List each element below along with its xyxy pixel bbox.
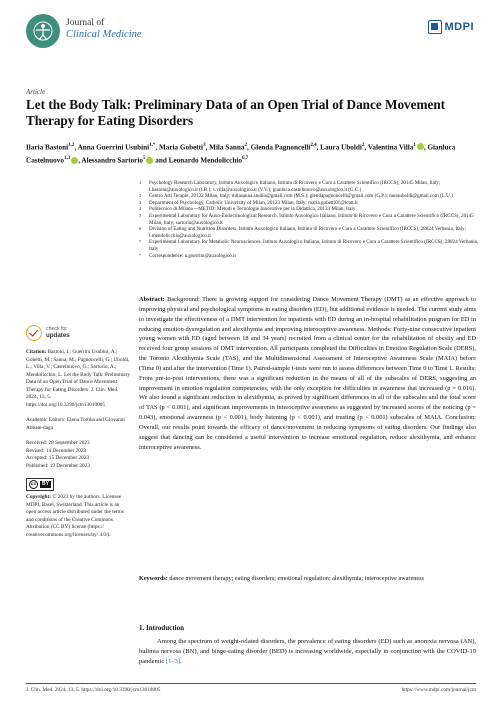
affiliation-number: 6 bbox=[139, 226, 142, 232]
affiliation-number: * bbox=[139, 252, 142, 258]
check-updates-line1: check for bbox=[46, 326, 68, 333]
affiliation-text: Experimental Laboratory for Auxo-Endocrinological Research, Istituto Auxologico Italiano, Istituto di Ricovero e Cura a Carattere Scientifico (IRCCS), 20145 Milan, Italy; sartorio@auxologico.it bbox=[149, 212, 474, 226]
author-separator: , bbox=[364, 143, 368, 152]
author-separator: , bbox=[205, 143, 210, 152]
author-name[interactable]: Alessandro Sartorio bbox=[81, 156, 143, 165]
author-affiliation-marker: 1,* bbox=[149, 143, 156, 148]
affiliation-item bbox=[139, 239, 479, 252]
footer-citation[interactable]: J. Clin. Med. 2024, 13, 5. https://doi.org/10.3390/jcm13010005 bbox=[26, 687, 161, 693]
author-separator: , bbox=[247, 143, 251, 152]
orcid-icon[interactable] bbox=[417, 143, 424, 150]
affiliation-number: 1 bbox=[139, 180, 142, 185]
editors-text: Elena Tomba and Giovanni Abbate-daga bbox=[26, 417, 125, 431]
author-affiliation-marker: 2 bbox=[244, 143, 248, 148]
publisher-logo[interactable] bbox=[428, 20, 475, 34]
author-separator: , bbox=[78, 156, 82, 165]
article-sidebar bbox=[26, 325, 130, 547]
publisher-name: MDPI bbox=[444, 21, 474, 33]
affiliation-number: 5 bbox=[139, 212, 142, 218]
journal-logo bbox=[26, 14, 60, 48]
journal-name[interactable] bbox=[66, 18, 142, 40]
introduction-paragraph bbox=[139, 637, 476, 667]
author-name[interactable]: Mila Sanna bbox=[209, 143, 245, 152]
affiliation-item bbox=[139, 206, 479, 213]
date-accepted: Accepted: 15 December 2023 bbox=[26, 455, 90, 461]
page-header bbox=[26, 14, 474, 64]
editors-label: Academic Editors: bbox=[26, 417, 66, 423]
keywords-label: Keywords: bbox=[139, 575, 168, 582]
affiliation-item bbox=[139, 226, 479, 239]
abstract-text: Background: There is growing support for considering Dance Movement Therapy (DMT) as an effective approach to improving physical and psychological symptoms in eating disorders (ED), but additional evidence is needed. The current study aims to investigate the effectiveness of a DMT intervention for inpatients with ED during an in-hospital rehabilitation program for ED in reducing emotion dysregulation and alexithymia and improving interoceptive awareness. Methods: Forty-nine consecutive inpatient young women with ED (aged between 18 and 34 years) recruited from a clinical center for the rehabilitation of obesity and ED received four group sessions of DMT intervention. All participants completed the Difficulties in Emotion Regulation Scale (DERS), the Toronto Alexithymia Scale (TAS), and the Multidimensional Assessment of Interoceptive Awareness Scale (MAIA) before (Time 0) and after the intervention (Time 1). Paired-sample t-tests were run to assess differences between Time 0 to Time 1. Results: From pre-to-post interventions, there was a significant reduction in the means of all of the subscales of DERS, suggesting an improvement in emotion regulation competencies, with the only exception for difficulties in awareness that increased (p = 0.016). We also found a significant reduction in alexithymia, as proved by significant differences in all of the subscales and the total score of TAS (p < 0.001), and significant improvements in interoceptive awareness as suggested by increased scores of the noticing (p = 0.043), emotional awareness (p < 0.001), body listening (p < 0.001), and trusting (p < 0.001) subscales of MAIA. Conclusion: Overall, our results point towards the efficacy of dance/movement in reducing symptoms of eating disorders. Our findings also suggest that dancing can be considered a useful intervention to increase emotional regulation, reduce alexithymia, and enhance interoceptive awareness. bbox=[139, 296, 476, 451]
check-updates-label bbox=[46, 327, 70, 339]
copyright-label: Copyright: bbox=[26, 494, 52, 500]
affiliation-item bbox=[139, 213, 479, 226]
footer-journal-url[interactable]: https://www.mdpi.com/journal/jcm bbox=[401, 687, 476, 693]
cc-by-label: BY bbox=[42, 480, 49, 487]
citation-text[interactable]: Bastoni, I.; Guerrini Usubini, A.; Gobetti, M.; Sanna, M.; Pagnoncelli, G.; Uboldi, L.; Villa, V.; Castelnuovo, G.; Sartorio, A.; Mendolicchio, L. Let the Body Talk: Preliminary Data of an Open Trial of Dance Movement Therapy for Eating Disorders. J. Clin. Med. 2024, 13, 5. https://doi.org/10.3390/jcm13010005 bbox=[26, 349, 130, 408]
introduction-text-end: . bbox=[180, 658, 182, 665]
affiliation-number: 4 bbox=[139, 206, 142, 212]
author-affiliation-marker: 5 bbox=[142, 156, 146, 162]
keywords bbox=[139, 574, 476, 584]
date-received: Received: 28 September 2023 bbox=[26, 440, 90, 446]
author-name[interactable]: Anna Guerrini Usubini bbox=[77, 143, 150, 152]
cc-by-license-badge[interactable] bbox=[26, 478, 54, 491]
vitruvian-figure-icon bbox=[32, 20, 54, 42]
journal-name-line1: Journal of bbox=[66, 18, 105, 28]
affiliation-text: Department of Psychology, Catholic University of Milan, 20123 Milan, Italy; maria.gobetti01@icatt.it bbox=[149, 199, 358, 206]
article-title: Let the Body Talk: Preliminary Data of an Open Trial of Dance Movement Therapy for Eating Disorders bbox=[26, 97, 446, 128]
affiliation-item bbox=[139, 200, 479, 207]
affiliation-text: Correspondence: a.guerrini@auxologico.it bbox=[149, 252, 236, 259]
abstract bbox=[139, 295, 476, 453]
abstract-label: Abstract: bbox=[139, 296, 165, 303]
author-name[interactable]: Ilaria Bastoni bbox=[26, 143, 69, 152]
affiliation-number: 3 bbox=[139, 199, 142, 205]
author-affiliation-marker: 1 bbox=[413, 143, 416, 148]
journal-name-line2: Clinical Medicine bbox=[66, 29, 142, 40]
author-name[interactable]: Laura Uboldi bbox=[320, 143, 362, 152]
affiliation-item bbox=[139, 180, 479, 193]
check-updates-icon bbox=[26, 325, 42, 341]
introduction-text: Among the spectrum of weight-related disorders, the prevalence of eating disorders (ED) such as anorexia nervosa (AN), bulimia nervosa (BN), and binge-eating disorder (BED) is increasing worldwide, especially in conjunction with the COVID-19 pandemic bbox=[139, 638, 476, 665]
affiliation-item bbox=[139, 193, 479, 200]
cc-icon: cc bbox=[30, 482, 37, 487]
affiliation-number: 7 bbox=[139, 239, 142, 245]
date-published: Published: 19 December 2023 bbox=[26, 462, 90, 469]
check-for-updates-button[interactable] bbox=[26, 325, 130, 341]
affiliation-text: Experimental Laboratory for Metabolic Neurosciences, Istituto Auxologico Italiano, Istituto di Ricovero e Cura a Carattere Scientifico (IRCCS), 28824 Verbania, Italy bbox=[149, 239, 479, 252]
keywords-text: dance movement therapy; eating disorders; emotional regulation; alexithymia; interoceptive awareness bbox=[169, 575, 424, 582]
author-affiliation-marker: 3 bbox=[203, 143, 206, 148]
author-separator: , bbox=[74, 143, 78, 152]
author-name[interactable]: Maria Gobetti bbox=[158, 143, 204, 152]
affiliation-item bbox=[139, 253, 479, 260]
author-name[interactable]: Glenda Pagnoncelli bbox=[250, 143, 311, 152]
page-footer bbox=[26, 683, 476, 693]
date-revised: Revised: 14 December 2023 bbox=[26, 447, 87, 454]
reference-link[interactable]: [1–3] bbox=[165, 658, 180, 665]
affiliation-text: Politecnico di Milano—METID: Metodi e Tecnologie Innovative per la Didattica, 20133 Milan, Italy bbox=[149, 206, 356, 213]
author-separator: , bbox=[316, 143, 321, 152]
author-name[interactable]: Valentina Villa bbox=[367, 143, 414, 152]
affiliations-list bbox=[139, 180, 479, 259]
author-affiliation-marker: 1,3 bbox=[63, 156, 71, 162]
affiliation-text: Psychology Research Laboratory, Istituto Auxologico Italiano, Istituto di Ricovero e Cura a Carattere Scientifico (IRCCS), 20145 Milan, Italy; i.bastoni@auxologico.it (I.B.); v.villa@auxologico.it (V.V.); gianluca.castelnuovo@auxologico.it (G.C.) bbox=[149, 180, 441, 193]
affiliation-text: Division of Eating and Nutrition Disorders, Istituto Auxologico Italiano, Istituto di Ricovero e Cura a Carattere Scientifico (IRCCS), 28824 Verbania, Italy; l.mendolicchio@auxologico.it bbox=[149, 226, 467, 239]
author-name[interactable]: Leonardo Mendolicchio bbox=[168, 156, 242, 165]
section-heading-introduction: 1. Introduction bbox=[139, 624, 184, 632]
check-updates-line2: updates bbox=[46, 332, 70, 339]
article-type: Article bbox=[26, 88, 46, 96]
author-affiliation-marker: 2,4 bbox=[310, 143, 317, 148]
author-separator: , bbox=[423, 143, 428, 152]
citation-label: Citation: bbox=[26, 349, 47, 355]
copyright-block bbox=[26, 478, 130, 539]
dates-block bbox=[26, 440, 130, 470]
editors-block bbox=[26, 417, 130, 432]
author-separator: , bbox=[155, 143, 159, 152]
copyright-text: © 2023 by the authors. Licensee MDPI, Basel, Switzerland. This article is an open access article distributed under the terms and conditions of the Creative Commons Attribution (CC BY) license (https:// creativecommons.org/licenses/by/ 4.0/). bbox=[26, 494, 124, 538]
author-separator: and bbox=[153, 156, 169, 165]
author-affiliation-marker: 6,7 bbox=[241, 156, 249, 162]
author-list bbox=[26, 140, 476, 167]
author-affiliation-marker: 1,2 bbox=[68, 143, 75, 148]
author-name[interactable]: Gianluca Castelnuovo bbox=[26, 143, 456, 165]
affiliation-text: Centro Arti Terapie, 20122 Milan, Italy; milasanna.studio@gmail.com (M.S.); glendapagnoncelli@gmail.com (G.P.); laurauboldi@gmail.com (L.U.) bbox=[149, 193, 453, 200]
author-affiliation-marker: 2 bbox=[361, 143, 365, 148]
affiliation-number: 2 bbox=[139, 193, 142, 199]
citation-block bbox=[26, 349, 130, 409]
mdpi-logo-icon bbox=[428, 20, 442, 34]
